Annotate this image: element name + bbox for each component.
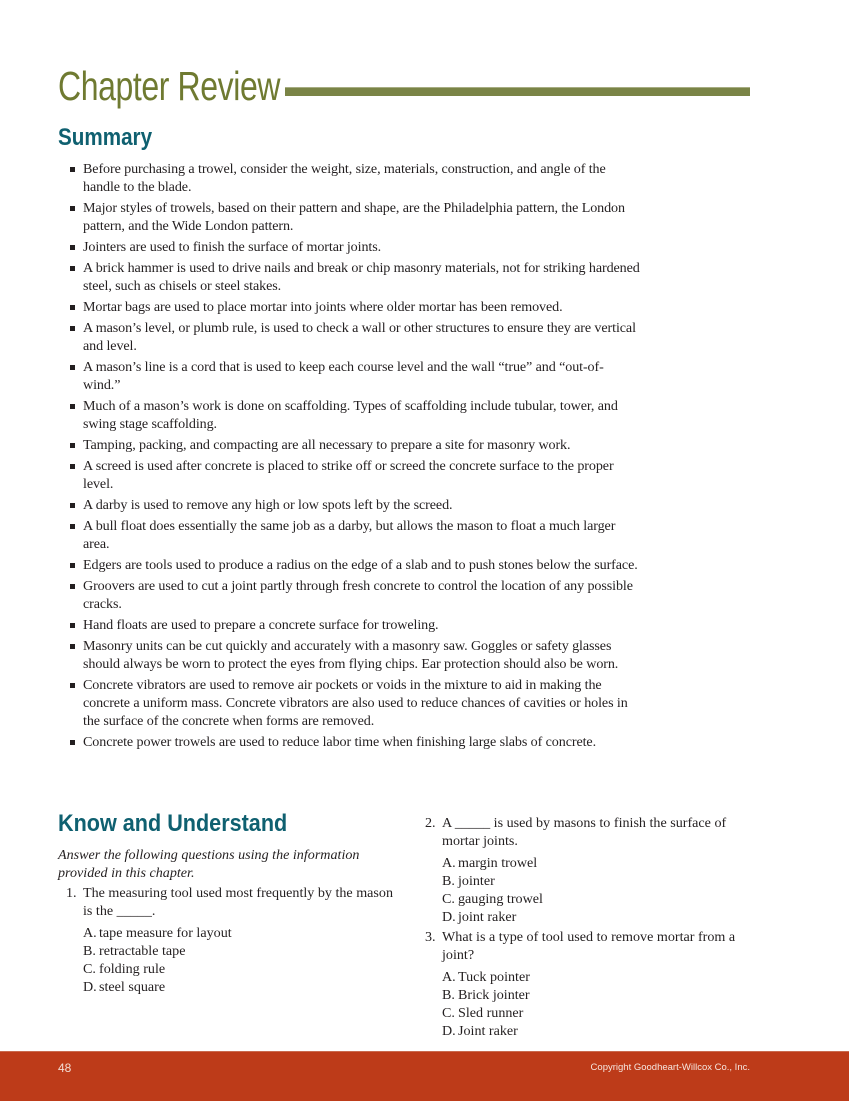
summary-item: A mason’s line is a cord that is used to keep each course level and the wall “true” and “out-of-wind.” bbox=[70, 358, 640, 394]
summary-item: Major styles of trowels, based on their pattern and shape, are the Philadelphia pattern, the London pattern, and the Wide London pattern. bbox=[70, 199, 640, 235]
chapter-title-row bbox=[58, 62, 750, 110]
question-text: The measuring tool used most frequently by the mason is the _____. bbox=[83, 885, 394, 919]
question-text: What is a type of tool used to remove mortar from a joint? bbox=[442, 929, 736, 963]
summary-item: Mortar bags are used to place mortar into joints where older mortar has been removed. bbox=[70, 298, 640, 316]
copyright-notice: Copyright Goodheart-Willcox Co., Inc. bbox=[590, 1062, 750, 1073]
summary-item: A screed is used after concrete is placed to strike off or screed the concrete surface to the proper level. bbox=[70, 457, 640, 493]
summary-item: Much of a mason’s work is done on scaffolding. Types of scaffolding include tubular, tower, and swing stage scaffolding. bbox=[70, 397, 640, 433]
summary-list bbox=[70, 160, 640, 754]
summary-item: A mason’s level, or plumb rule, is used to check a wall or other structures to ensure they are vertical and level. bbox=[70, 319, 640, 355]
answer-option: D. Joint raker bbox=[442, 1023, 518, 1039]
answer-option: B. retractable tape bbox=[83, 943, 186, 959]
know-and-understand-heading: Know and Understand bbox=[58, 810, 288, 837]
summary-item: Tamping, packing, and compacting are all necessary to prepare a site for masonry work. bbox=[70, 436, 640, 454]
answer-option: B. jointer bbox=[442, 873, 495, 889]
answer-option: D. steel square bbox=[83, 979, 166, 995]
questions-column-right bbox=[425, 814, 760, 1040]
question-1 bbox=[66, 884, 396, 996]
summary-heading: Summary bbox=[58, 124, 153, 151]
answer-option: B. Brick jointer bbox=[442, 987, 530, 1003]
answer-option: D. joint raker bbox=[442, 909, 517, 925]
instructions-text: Answer the following questions using the information provided in this chapter. bbox=[58, 847, 360, 881]
summary-item: Edgers are tools used to produce a radius on the edge of a slab and to push stones below the surface. bbox=[70, 556, 640, 574]
answer-option: C. gauging trowel bbox=[442, 891, 543, 907]
summary-item: Masonry units can be cut quickly and accurately with a masonry saw. Goggles or safety glasses should always be worn to protect the eyes from flying chips. Ear protection should also be worn. bbox=[70, 637, 640, 673]
answer-option: A. Tuck pointer bbox=[442, 969, 530, 985]
answer-option: C. Sled runner bbox=[442, 1005, 524, 1021]
question-2 bbox=[425, 814, 760, 926]
question-number: 3. bbox=[425, 929, 436, 945]
answer-option: A. tape measure for layout bbox=[83, 925, 232, 941]
summary-item: A brick hammer is used to drive nails and break or chip masonry materials, not for striking hardened steel, such as chisels or steel stakes. bbox=[70, 259, 640, 295]
page-number: 48 bbox=[58, 1061, 72, 1075]
question-number: 1. bbox=[66, 885, 77, 901]
summary-item: A bull float does essentially the same job as a darby, but allows the mason to float a much larger area. bbox=[70, 517, 640, 553]
summary-item: Before purchasing a trowel, consider the weight, size, materials, construction, and angle of the handle to the blade. bbox=[70, 160, 640, 196]
chapter-title: Chapter Review bbox=[58, 62, 281, 109]
summary-item: Hand floats are used to prepare a concrete surface for troweling. bbox=[70, 616, 640, 634]
summary-item: A darby is used to remove any high or low spots left by the screed. bbox=[70, 496, 640, 514]
summary-item: Groovers are used to cut a joint partly through fresh concrete to control the location of any possible cracks. bbox=[70, 577, 640, 613]
question-3 bbox=[425, 928, 760, 1040]
question-number: 2. bbox=[425, 815, 436, 831]
page-footer bbox=[0, 1051, 849, 1101]
answer-option: C. folding rule bbox=[83, 961, 166, 977]
title-rule-divider bbox=[285, 87, 750, 96]
summary-item: Jointers are used to finish the surface of mortar joints. bbox=[70, 238, 640, 256]
question-text: A _____ is used by masons to finish the surface of mortar joints. bbox=[442, 815, 727, 849]
answer-options bbox=[442, 968, 760, 1040]
answer-option: A. margin trowel bbox=[442, 855, 538, 871]
answer-options bbox=[442, 854, 760, 926]
answer-options bbox=[83, 924, 396, 996]
summary-item: Concrete power trowels are used to reduce labor time when finishing large slabs of concrete. bbox=[70, 733, 640, 751]
questions-column-left bbox=[66, 884, 396, 996]
summary-item: Concrete vibrators are used to remove air pockets or voids in the mixture to aid in making the concrete a uniform mass. Concrete vibrators are also used to reduce chances of cavities or holes in the surface of the concrete when forms are removed. bbox=[70, 676, 640, 730]
